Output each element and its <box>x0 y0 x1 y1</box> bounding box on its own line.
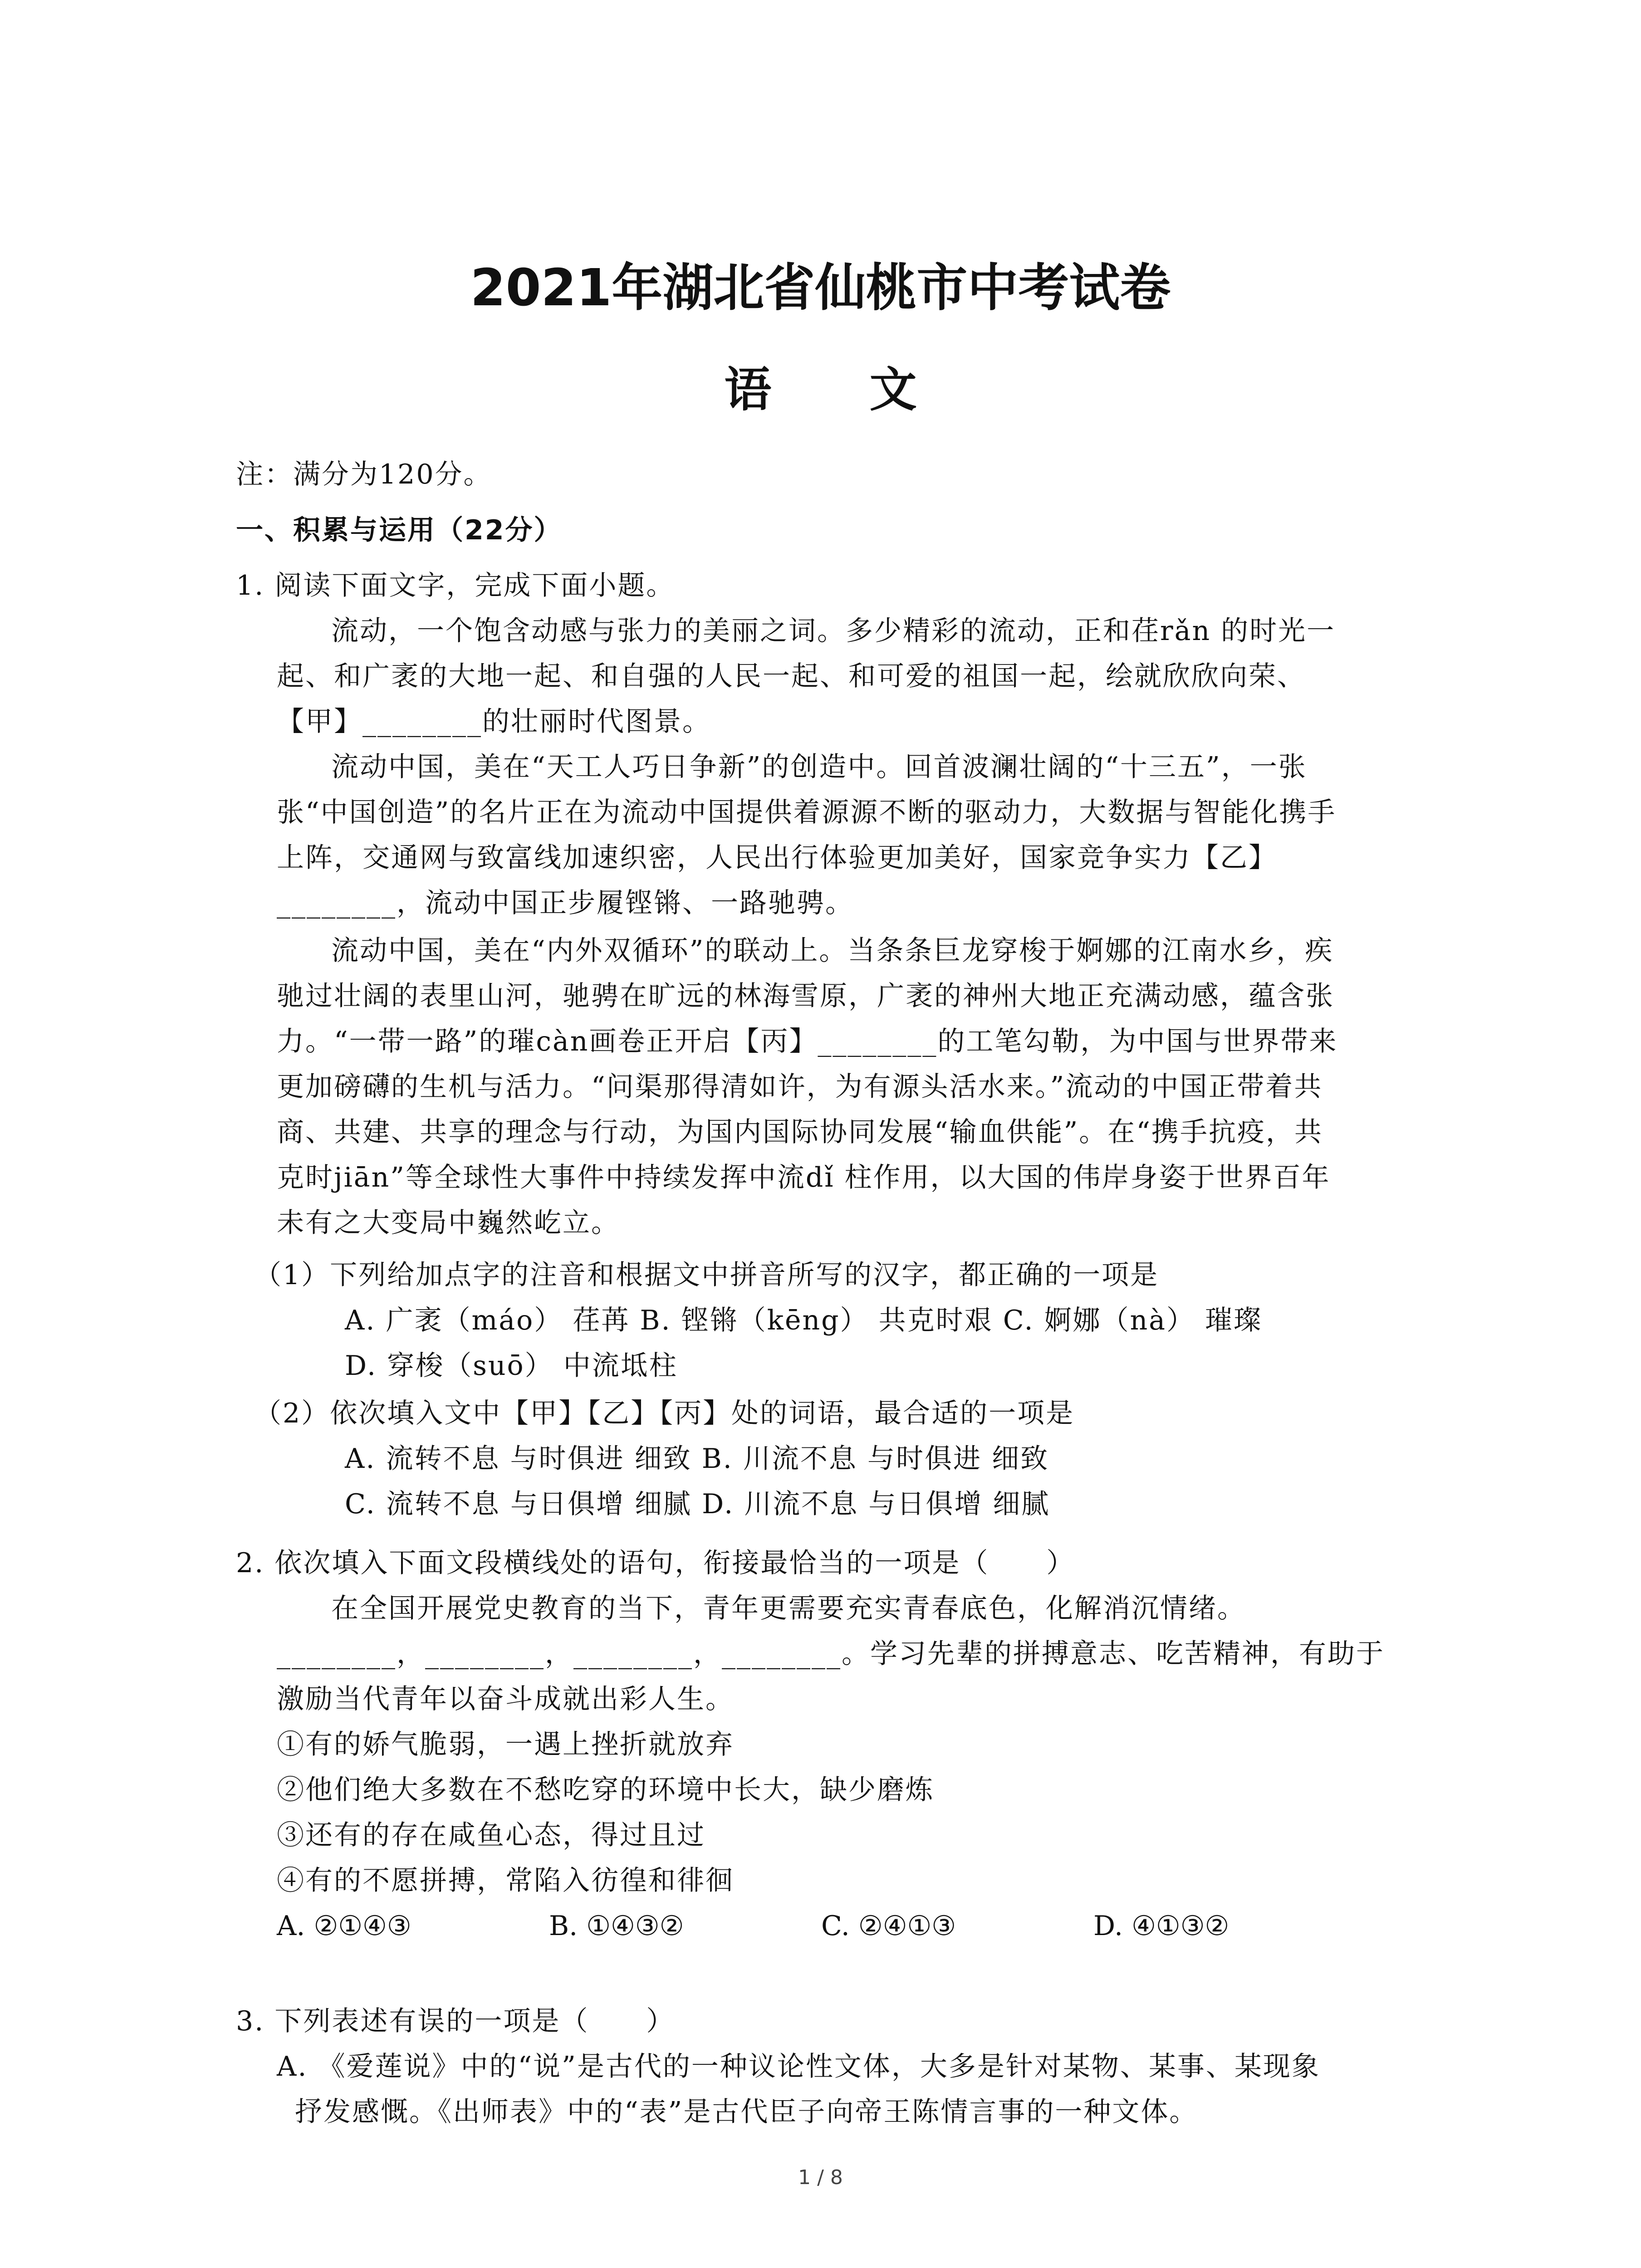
q1-passage-line: 未有之大变局中巍然屹立。 <box>277 1207 620 1239</box>
q1-stem: 1. 阅读下面文字，完成下面小题。 <box>236 570 675 601</box>
exam-title: 2021年湖北省仙桃市中考试卷 <box>470 259 1171 318</box>
q2-item: ④有的不愿拼搏，常陷入彷徨和徘徊 <box>277 1865 734 1897</box>
q1-sub2-options: C. 流转不息 与日俱增 细腻 D. 川流不息 与日俱增 细腻 <box>345 1488 1050 1520</box>
q1-passage-line: 驰过壮阔的表里山河，驰骋在旷远的林海雪原，广袤的神州大地正充满动感，蕴含张 <box>277 980 1334 1012</box>
q1-passage-line: 力。“一带一路”的璀càn画卷正开启【丙】________的工笔勾勒，为中国与世界带来 <box>277 1026 1338 1057</box>
q2-item: ③还有的存在咸鱼心态，得过且过 <box>277 1819 705 1851</box>
section-heading: 一、积累与运用（22分） <box>236 514 563 546</box>
q2-option: B. ①④③② <box>549 1910 684 1942</box>
q3-stem: 3. 下列表述有误的一项是（ ） <box>236 2005 675 2037</box>
q2-passage-line: 在全国开展党史教育的当下，青年更需要充实青春底色，化解消沉情绪。 <box>331 1593 1246 1624</box>
q1-passage-line: 商、共建、共享的理念与行动，为国内国际协同发展“输血供能”。在“携手抗疫，共 <box>277 1116 1323 1148</box>
q1-passage-line: 更加磅礴的生机与活力。“问渠那得清如许，为有源头活水来。”流动的中国正带着共 <box>277 1071 1323 1103</box>
q2-passage-line: ________，________，________，________。学习先辈的拼搏意志、吃苦精神，有助于 <box>277 1638 1385 1670</box>
q1-passage-line: 【甲】________的壮丽时代图景。 <box>277 706 711 738</box>
q1-passage-line: 起、和广袤的大地一起、和自强的人民一起、和可爱的祖国一起，绘就欣欣向荣、 <box>277 660 1306 692</box>
q2-option: A. ②①④③ <box>277 1910 411 1942</box>
q1-passage-line: 张“中国创造”的名片正在为流动中国提供着源源不断的驱动力，大数据与智能化携手 <box>277 797 1337 828</box>
q2-item: ②他们绝大多数在不愁吃穿的环境中长大，缺少磨炼 <box>277 1774 934 1806</box>
page-number: 1 / 8 <box>798 2166 843 2189</box>
q3-option-a: A. 《爱莲说》中的“说”是古代的一种议论性文体，大多是针对某物、某事、某现象 <box>277 2051 1320 2082</box>
q1-sub2-stem: （2）依次填入文中【甲】【乙】【丙】处的词语，最合适的一项是 <box>254 1398 1075 1429</box>
q2-stem: 2. 依次填入下面文段横线处的语句，衔接最恰当的一项是（ ） <box>236 1547 1075 1579</box>
score-note: 注：满分为120分。 <box>236 459 492 490</box>
q3-option-a: 抒发感慨。《出师表》中的“表”是古代臣子向帝王陈情言事的一种文体。 <box>295 2096 1198 2128</box>
q1-passage-line: 上阵，交通网与致富线加速织密，人民出行体验更加美好，国家竞争实力【乙】 <box>277 842 1277 874</box>
q1-sub1-options: D. 穿梭（suō） 中流坻柱 <box>345 1350 678 1382</box>
q1-passage-line: ________，流动中国正步履铿锵、一路驰骋。 <box>277 887 854 919</box>
q1-passage-line: 流动中国，美在“天工人巧日争新”的创造中。回首波澜壮阔的“十三五”，一张 <box>331 751 1307 783</box>
q1-sub1-stem: （1）下列给加点字的注音和根据文中拼音所写的汉字，都正确的一项是 <box>254 1259 1159 1291</box>
q2-passage-line: 激励当代青年以奋斗成就出彩人生。 <box>277 1683 734 1715</box>
q1-passage-line: 流动，一个饱含动感与张力的美丽之词。多少精彩的流动，正和荏rǎn 的时光一 <box>331 615 1336 647</box>
q1-sub1-options: A. 广袤（máo） 荏苒 B. 铿锵（kēng） 共克时艰 C. 婀娜（nà） 璀璨 <box>345 1305 1263 1336</box>
q1-passage-line: 流动中国，美在“内外双循环”的联动上。当条条巨龙穿梭于婀娜的江南水乡，疾 <box>331 935 1334 967</box>
subject-title: 语 文 <box>724 362 958 417</box>
q1-passage-line: 克时jiān”等全球性大事件中持续发挥中流dǐ 柱作用，以大国的伟岸身姿于世界百年 <box>277 1162 1331 1193</box>
q2-option: C. ②④①③ <box>821 1910 956 1942</box>
q2-option: D. ④①③② <box>1093 1910 1230 1942</box>
q1-sub2-options: A. 流转不息 与时俱进 细致 B. 川流不息 与时俱进 细致 <box>345 1443 1049 1475</box>
q2-item: ①有的娇气脆弱，一遇上挫折就放弃 <box>277 1729 734 1760</box>
